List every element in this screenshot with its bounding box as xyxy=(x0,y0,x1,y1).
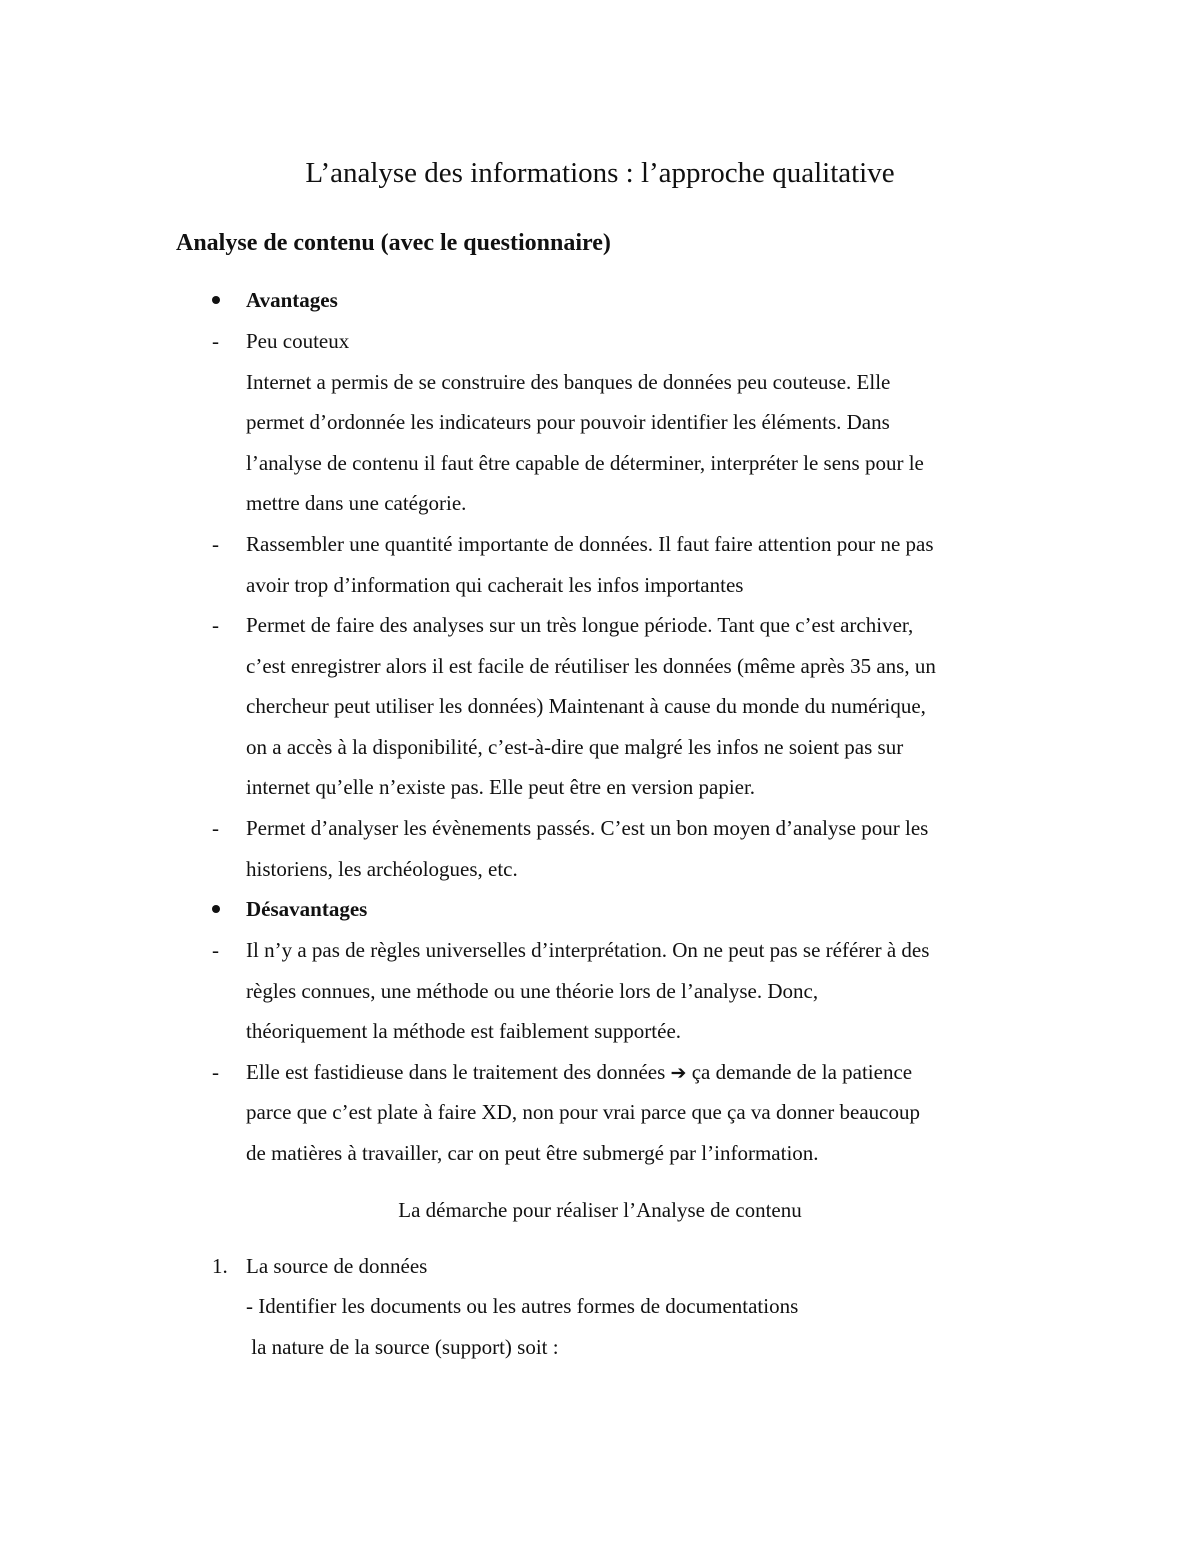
dash-marker: - xyxy=(212,329,219,353)
subheading: La démarche pour réaliser l’Analyse de contenu xyxy=(398,1198,802,1222)
numbered-item-label: La source de données xyxy=(246,1254,428,1278)
dash-marker: - xyxy=(212,816,219,840)
list-item-line: Il n’y a pas de règles universelles d’interprétation. On ne peut pas se référer à des xyxy=(246,938,930,962)
list-item-line: Internet a permis de se construire des banques de données peu couteuse. Elle xyxy=(246,370,891,394)
section-heading: Analyse de contenu (avec le questionnaire) xyxy=(176,230,611,256)
bullet-icon xyxy=(212,296,220,304)
avantages-label: Avantages xyxy=(246,288,338,312)
document-title: L’analyse des informations : l’approche qualitative xyxy=(305,157,895,189)
list-item-line: historiens, les archéologues, etc. xyxy=(246,857,518,881)
list-item-line: on a accès à la disponibilité, c’est-à-dire que malgré les infos ne soient pas sur xyxy=(246,735,904,759)
list-item-line: internet qu’elle n’existe pas. Elle peut être en version papier. xyxy=(246,775,756,799)
dash-marker: - xyxy=(212,938,219,962)
dash-marker: - xyxy=(212,1060,219,1084)
list-item-line: Permet de faire des analyses sur un très longue période. Tant que c’est archiver, xyxy=(246,613,914,637)
arrow-right-icon: ➔ xyxy=(670,1062,687,1084)
list-number: 1. xyxy=(212,1254,228,1278)
list-item-line: Rassembler une quantité importante de données. Il faut faire attention pour ne pas xyxy=(246,532,934,556)
list-item-line: règles connues, une méthode ou une théorie lors de l’analyse. Donc, xyxy=(246,979,819,1003)
list-item-text: Elle est fastidieuse dans le traitement des données xyxy=(246,1060,666,1084)
list-item-line: c’est enregistrer alors il est facile de réutiliser les données (même après 35 ans, un xyxy=(246,654,936,678)
list-item-line: chercheur peut utiliser les données) Maintenant à cause du monde du numérique, xyxy=(246,694,926,718)
list-item-line: Peu couteux xyxy=(246,329,350,353)
list-item-line: Permet d’analyser les évènements passés. C’est un bon moyen d’analyse pour les xyxy=(246,816,929,840)
list-item-line: avoir trop d’information qui cacherait les infos importantes xyxy=(246,573,744,597)
list-item-line: parce que c’est plate à faire XD, non pour vrai parce que ça va donner beaucoup xyxy=(246,1100,920,1124)
desavantages-label: Désavantages xyxy=(246,897,368,921)
list-item-text: ça demande de la patience xyxy=(691,1060,913,1084)
list-item-line: l’analyse de contenu il faut être capable de déterminer, interpréter le sens pour le xyxy=(246,451,924,475)
numbered-item-line: - Identifier les documents ou les autres formes de documentations xyxy=(246,1294,799,1318)
dash-marker: - xyxy=(212,613,219,637)
list-item-line: permet d’ordonnée les indicateurs pour pouvoir identifier les éléments. Dans xyxy=(246,410,890,434)
list-item-line xyxy=(246,1059,912,1086)
bullet-icon xyxy=(212,905,220,913)
dash-marker: - xyxy=(212,532,219,556)
list-item-line: théoriquement la méthode est faiblement supportée. xyxy=(246,1019,682,1043)
list-item-line: de matières à travailler, car on peut être submergé par l’information. xyxy=(246,1141,819,1165)
numbered-item-line: la nature de la source (support) soit : xyxy=(246,1335,559,1359)
list-item-line: mettre dans une catégorie. xyxy=(246,491,467,515)
